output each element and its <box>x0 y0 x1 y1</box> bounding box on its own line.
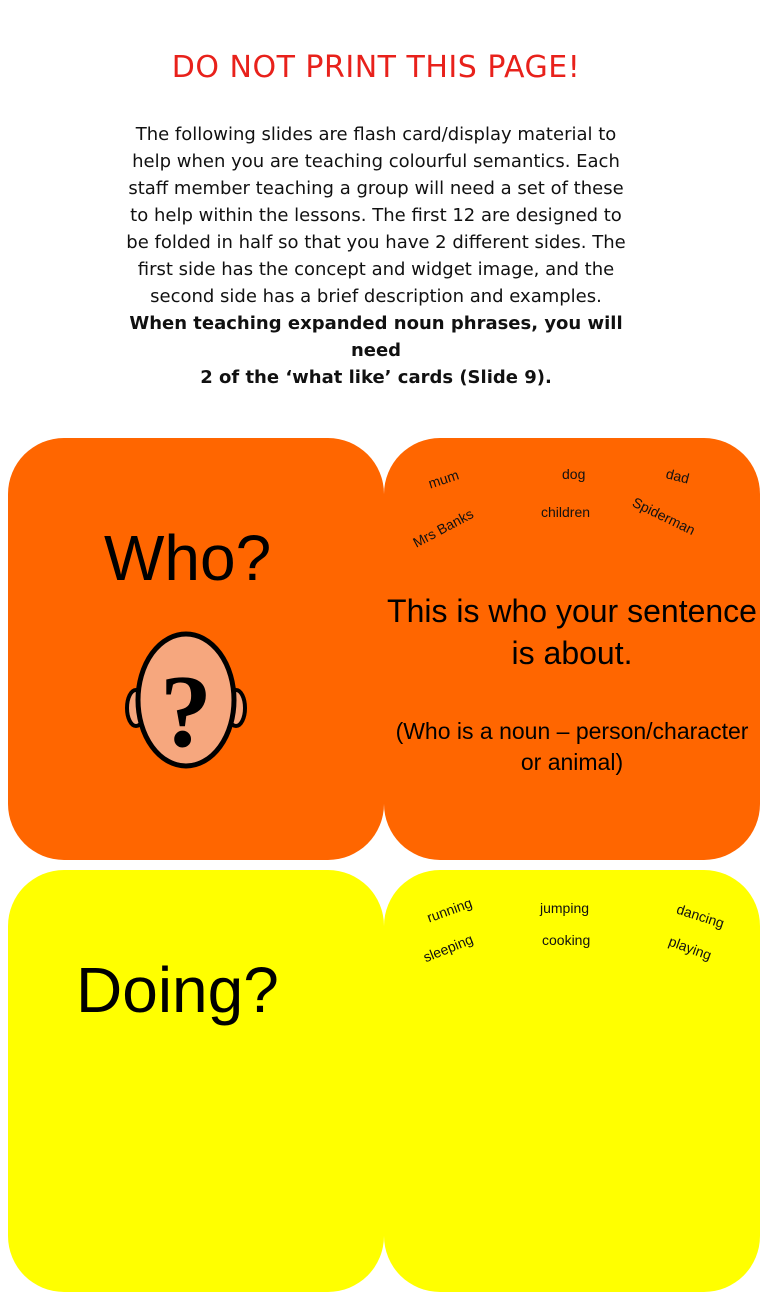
intro-line: be folded in half so that you have 2 different sides. The <box>126 232 626 253</box>
intro-line: second side has a brief description and examples. <box>150 286 602 307</box>
example-word: cooking <box>542 932 591 948</box>
who-card-back <box>384 438 760 860</box>
doing-card-front <box>8 870 384 1292</box>
example-word: dog <box>562 466 586 482</box>
who-card-title: Who? <box>104 522 272 594</box>
doing-card-title: Doing? <box>76 954 279 1026</box>
example-word: Spiderman <box>629 493 698 539</box>
example-word: dancing <box>674 900 727 932</box>
who-description: This is who your sentence is about. <box>387 593 757 671</box>
doing-card-back <box>384 870 760 1292</box>
intro-line: help when you are teaching colourful semantics. Each <box>132 151 620 172</box>
intro-line: to help within the lessons. The first 12 are designed to <box>130 205 622 226</box>
example-word: mum <box>426 466 461 492</box>
example-word: jumping <box>540 900 590 916</box>
example-word: Mrs Banks <box>410 505 477 551</box>
intro-text <box>120 121 632 391</box>
example-word: children <box>541 504 591 520</box>
example-word: dad <box>664 465 691 487</box>
example-word: playing <box>666 932 714 964</box>
intro-line: The following slides are flash card/display material to <box>135 124 617 145</box>
intro-line: first side has the concept and widget image, and the <box>137 259 615 280</box>
intro-bold-line: When teaching expanded noun phrases, you will need <box>129 313 623 361</box>
who-card-front <box>8 438 384 860</box>
example-word: sleeping <box>420 930 476 966</box>
example-word: running <box>424 894 475 926</box>
who-note: (Who is a noun – person/character or animal) <box>395 718 749 775</box>
page-heading: DO NOT PRINT THIS PAGE! <box>171 50 581 85</box>
intro-bold-line: 2 of the ‘what like’ cards (Slide 9). <box>200 367 552 388</box>
question-head-icon <box>122 628 250 772</box>
svg-text:?: ? <box>160 654 212 769</box>
intro-line: staff member teaching a group will need a set of these <box>128 178 624 199</box>
